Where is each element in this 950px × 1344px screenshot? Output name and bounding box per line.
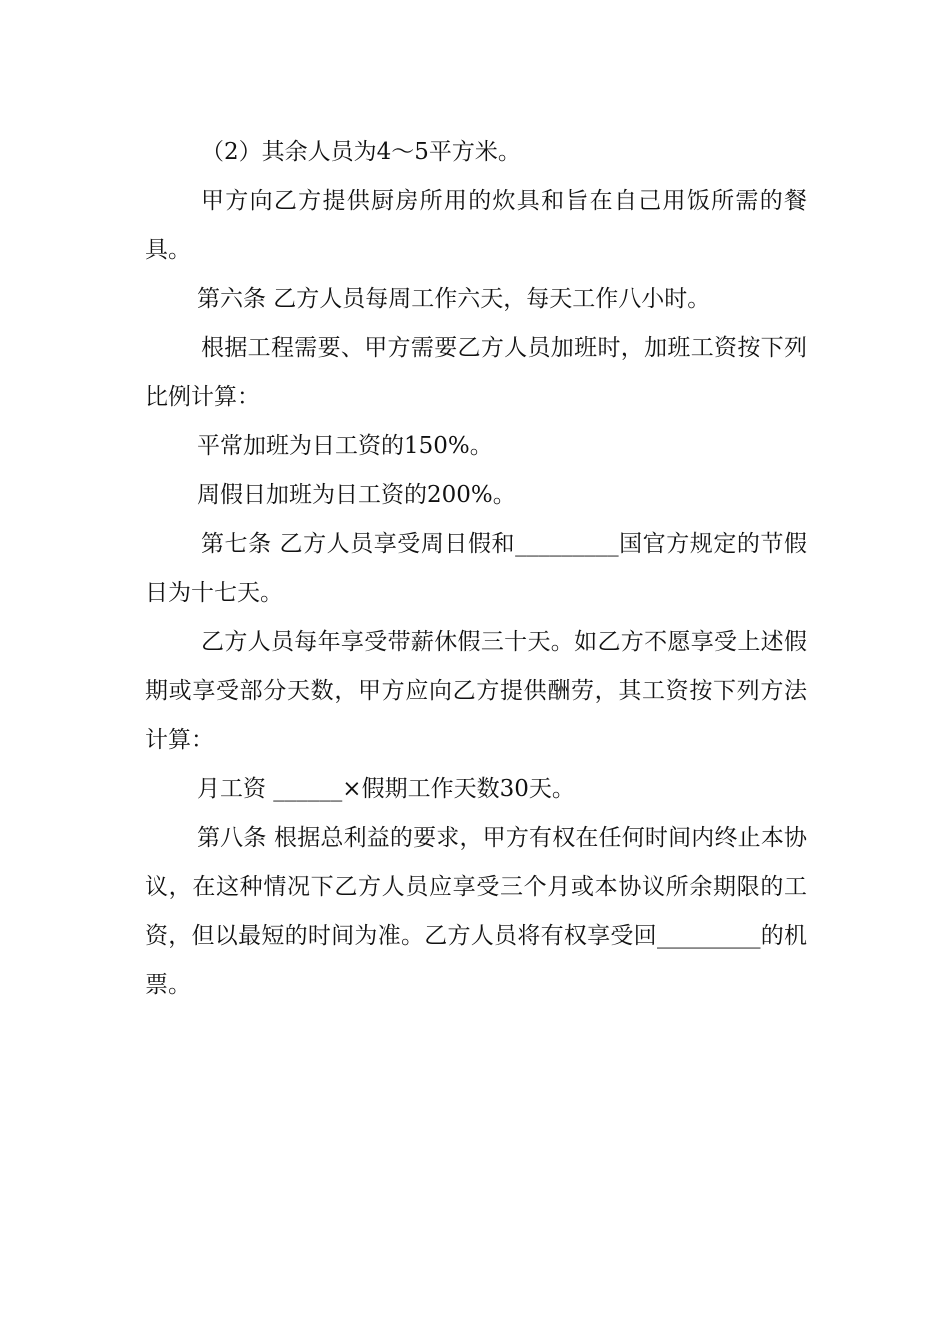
paragraph-salary-formula: 月工资 ______×假期工作天数30天。 xyxy=(197,776,575,802)
document-body xyxy=(145,128,807,1010)
paragraph-article-8: 第八条 根据总利益的要求，甲方有权在任何时间内终止本协议，在这种情况下乙方人员应享受三个月或本协议所余期限的工资，但以最短的时间为准。乙方人员将有权享受回_________的机票。 xyxy=(145,825,807,998)
paragraph-paid-leave: 乙方人员每年享受带薪休假三十天。如乙方不愿享受上述假期或享受部分天数，甲方应向乙方提供酬劳，其工资按下列方法计算： xyxy=(145,629,807,753)
paragraph-overtime-pay: 根据工程需要、甲方需要乙方人员加班时，加班工资按下列比例计算： xyxy=(145,335,807,410)
paragraph-article-6: 第六条 乙方人员每周工作六天，每天工作八小时。 xyxy=(197,286,711,312)
paragraph-kitchen-utensils: 甲方向乙方提供厨房所用的炊具和旨在自己用饭所需的餐具。 xyxy=(145,188,807,263)
paragraph-holiday-overtime: 周假日加班为日工资的200%。 xyxy=(197,482,516,508)
paragraph-regular-overtime: 平常加班为日工资的150%。 xyxy=(197,433,493,459)
paragraph-article-7: 第七条 乙方人员享受周日假和_________国官方规定的节假日为十七天。 xyxy=(145,531,807,606)
paragraph-other-staff-area: （2）其余人员为4～5平方米。 xyxy=(201,139,521,165)
